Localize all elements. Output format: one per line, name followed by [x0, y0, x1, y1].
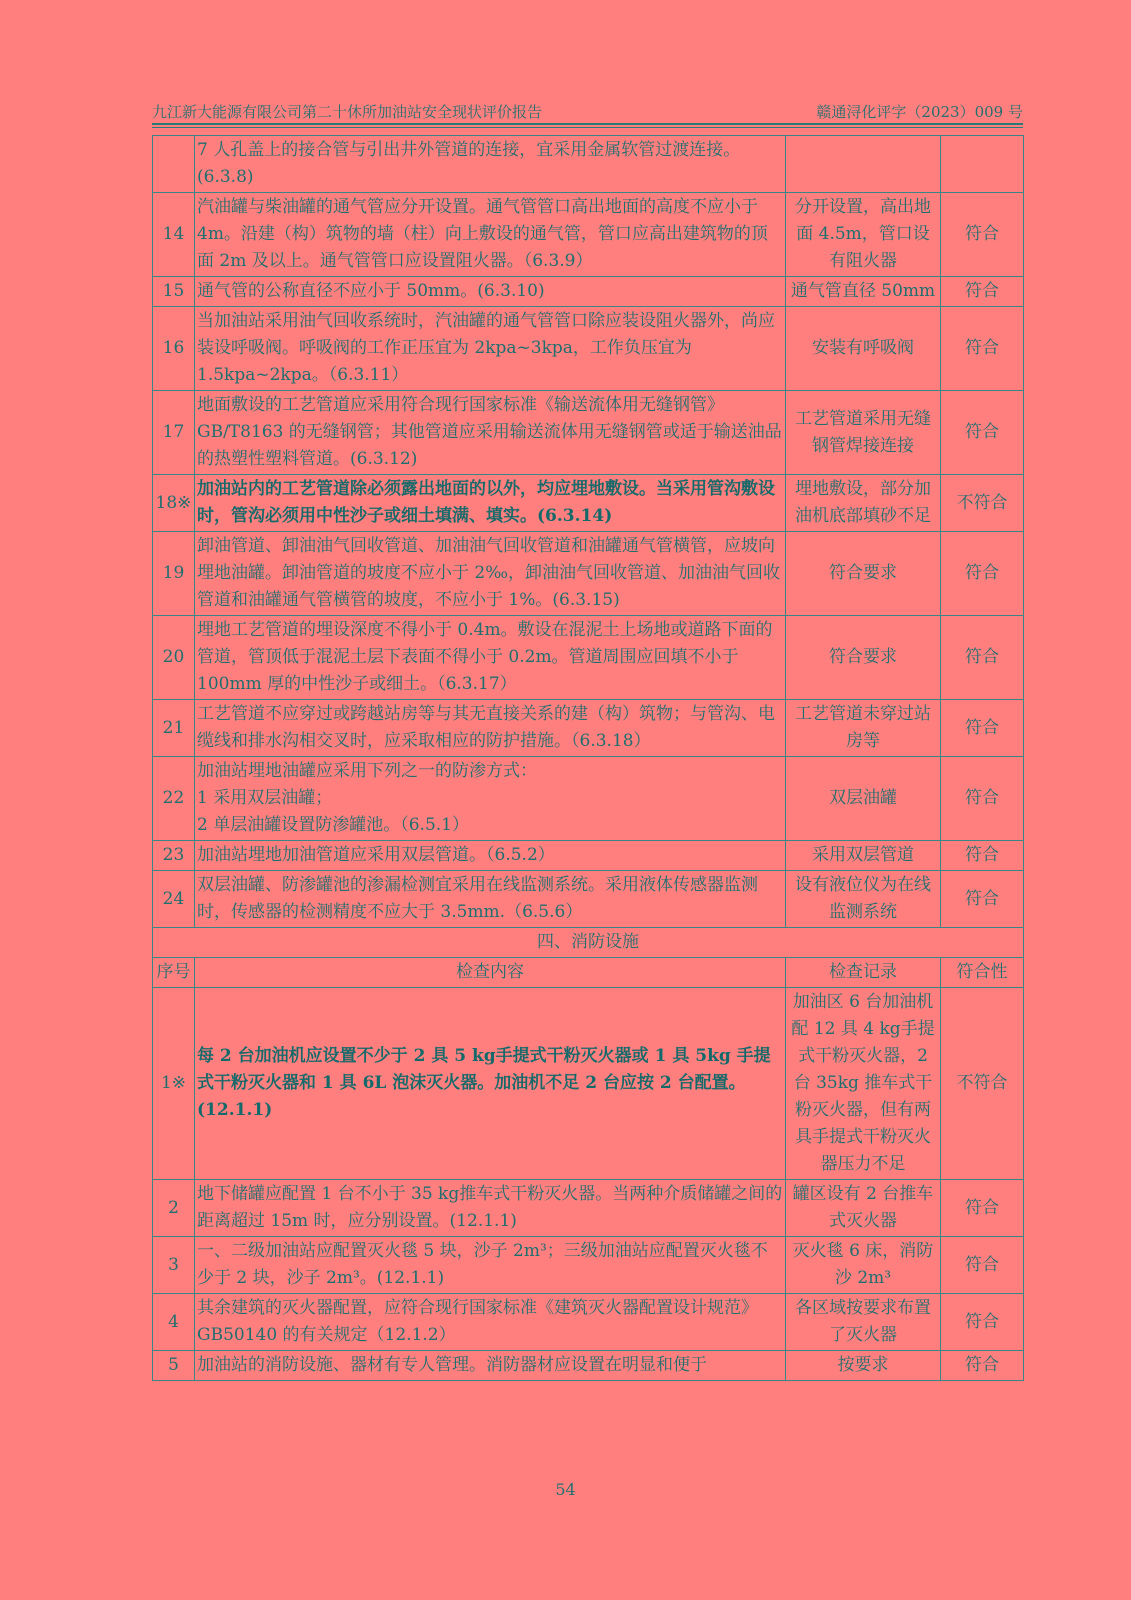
row-result: 符合: [941, 1294, 1024, 1351]
row-result: 符合: [941, 193, 1024, 277]
table-section-fire: [153, 928, 1024, 1381]
row-number: 3: [153, 1237, 195, 1294]
page-number: 54: [555, 1480, 576, 1499]
row-content: 加油站埋地油罐应采用下列之一的防渗方式： 1 采用双层油罐； 2 单层油罐设置防渗罐池。（6.5.1）: [195, 757, 786, 841]
row-number: 4: [153, 1294, 195, 1351]
table-row: [153, 700, 1024, 757]
row-record: 灭火毯 6 床，消防沙 2m³: [786, 1237, 941, 1294]
table-row: [153, 757, 1024, 841]
header-rule-thin: [152, 127, 1023, 128]
row-record: [786, 136, 941, 193]
row-record: 符合要求: [786, 532, 941, 616]
row-number: 2: [153, 1180, 195, 1237]
table-row: [153, 307, 1024, 391]
row-content: 埋地工艺管道的埋设深度不得小于 0.4m。敷设在混泥土上场地或道路下面的管道，管顶低于混泥土层下表面不得小于 0.2m。管道周围应回填不小于 100mm 厚的中性沙子或细土。（6.3.17）: [195, 616, 786, 700]
row-number: 24: [153, 871, 195, 928]
row-number: 14: [153, 193, 195, 277]
table-row: [153, 1180, 1024, 1237]
row-result: [941, 136, 1024, 193]
column-header-content: 检查内容: [195, 958, 786, 988]
table-row: [153, 1237, 1024, 1294]
row-result: 符合: [941, 307, 1024, 391]
row-number: 22: [153, 757, 195, 841]
table-header-row: [153, 958, 1024, 988]
row-record: 埋地敷设，部分加油机底部填砂不足: [786, 475, 941, 532]
row-content: 7 人孔盖上的接合管与引出井外管道的连接，宜采用金属软管过渡连接。(6.3.8): [195, 136, 786, 193]
row-record: 通气管直径 50mm: [786, 277, 941, 307]
row-number: 17: [153, 391, 195, 475]
row-content: 工艺管道不应穿过或跨越站房等与其无直接关系的建（构）筑物；与管沟、电缆线和排水沟相交叉时，应采取相应的防护措施。（6.3.18）: [195, 700, 786, 757]
row-result: 符合: [941, 1351, 1024, 1381]
row-result: 符合: [941, 700, 1024, 757]
row-record: 分开设置，高出地面 4.5m，管口设有阻火器: [786, 193, 941, 277]
row-record: 各区域按要求布置了灭火器: [786, 1294, 941, 1351]
column-header-no: 序号: [153, 958, 195, 988]
row-result: 符合: [941, 391, 1024, 475]
column-header-result: 符合性: [941, 958, 1024, 988]
row-number: 21: [153, 700, 195, 757]
column-header-record: 检查记录: [786, 958, 941, 988]
row-content: 汽油罐与柴油罐的通气管应分开设置。通气管管口高出地面的高度不应小于 4m。沿建（构）筑物的墙（柱）向上敷设的通气管，管口应高出建筑物的顶面 2m 及以上。通气管管口应设置阻火器。（6.3.9）: [195, 193, 786, 277]
row-result: 符合: [941, 532, 1024, 616]
row-number: 18※: [153, 475, 195, 532]
row-content: 加油站内的工艺管道除必须露出地面的以外，均应埋地敷设。当采用管沟敷设时，管沟必须用中性沙子或细土填满、填实。(6.3.14): [195, 475, 786, 532]
table-section-pipelines: [153, 136, 1024, 928]
table-row: [153, 475, 1024, 532]
row-record: 安装有呼吸阀: [786, 307, 941, 391]
row-record: 加油区 6 台加油机配 12 具 4 kg手提式干粉灭火器，2 台 35kg 推车式干粉灭火器，但有两具手提式干粉灭火器压力不足: [786, 988, 941, 1180]
table-row: [153, 871, 1024, 928]
table-row: [153, 136, 1024, 193]
table-row: [153, 988, 1024, 1180]
row-content: 卸油管道、卸油油气回收管道、加油油气回收管道和油罐通气管横管，应坡向埋地油罐。卸油管道的坡度不应小于 2‰，卸油油气回收管道、加油油气回收管道和油罐通气管横管的坡度，不应小于 1%。(6.3.15): [195, 532, 786, 616]
row-result: 符合: [941, 277, 1024, 307]
row-number: [153, 136, 195, 193]
row-content: 地下储罐应配置 1 台不小于 35 kg推车式干粉灭火器。当两种介质储罐之间的距离超过 15m 时，应分别设置。(12.1.1): [195, 1180, 786, 1237]
row-number: 20: [153, 616, 195, 700]
header-rule: [152, 123, 1023, 125]
row-result: 符合: [941, 616, 1024, 700]
table-row: [153, 1351, 1024, 1381]
row-number: 16: [153, 307, 195, 391]
row-number: 1※: [153, 988, 195, 1180]
row-content: 通气管的公称直径不应小于 50mm。(6.3.10): [195, 277, 786, 307]
row-content: 加油站埋地加油管道应采用双层管道。（6.5.2）: [195, 841, 786, 871]
row-result: 不符合: [941, 988, 1024, 1180]
row-result: 符合: [941, 757, 1024, 841]
row-content: 加油站的消防设施、器材有专人管理。消防器材应设置在明显和便于: [195, 1351, 786, 1381]
row-record: 罐区设有 2 台推车式灭火器: [786, 1180, 941, 1237]
row-content: 其余建筑的灭火器配置，应符合现行国家标准《建筑灭火器配置设计规范》GB50140 的有关规定（12.1.2）: [195, 1294, 786, 1351]
section-title-row: [153, 928, 1024, 958]
table-row: [153, 616, 1024, 700]
row-record: 工艺管道采用无缝钢管焊接连接: [786, 391, 941, 475]
inspection-table: [152, 135, 1024, 1381]
row-record: 工艺管道未穿过站房等: [786, 700, 941, 757]
table-row: [153, 1294, 1024, 1351]
row-record: 采用双层管道: [786, 841, 941, 871]
report-title: 九江新大能源有限公司第二十休所加油站安全现状评价报告: [152, 103, 543, 121]
row-record: 按要求: [786, 1351, 941, 1381]
row-result: 符合: [941, 1180, 1024, 1237]
row-record: 双层油罐: [786, 757, 941, 841]
row-number: 5: [153, 1351, 195, 1381]
table-row: [153, 391, 1024, 475]
row-number: 15: [153, 277, 195, 307]
table-row: [153, 841, 1024, 871]
page-header: [152, 100, 1023, 122]
row-result: 符合: [941, 1237, 1024, 1294]
row-content: 当加油站采用油气回收系统时，汽油罐的通气管管口除应装设阻火器外，尚应装设呼吸阀。呼吸阀的工作正压宜为 2kpa~3kpa，工作负压宜为 1.5kpa~2kpa。（6.3.11）: [195, 307, 786, 391]
row-record: 设有液位仪为在线监测系统: [786, 871, 941, 928]
row-number: 23: [153, 841, 195, 871]
row-result: 符合: [941, 841, 1024, 871]
row-content: 一、二级加油站应配置灭火毯 5 块，沙子 2m³；三级加油站应配置灭火毯不少于 2 块，沙子 2m³。(12.1.1): [195, 1237, 786, 1294]
row-content: 每 2 台加油机应设置不少于 2 具 5 kg手提式干粉灭火器或 1 具 5kg 手提式干粉灭火器和 1 具 6L 泡沫灭火器。加油机不足 2 台应按 2 台配置。(12.1.1): [195, 988, 786, 1180]
row-number: 19: [153, 532, 195, 616]
row-content: 地面敷设的工艺管道应采用符合现行国家标准《输送流体用无缝钢管》GB/T8163 的无缝钢管；其他管道应采用输送流体用无缝钢管或适于输送油品的热塑性塑料管道。(6.3.12): [195, 391, 786, 475]
row-result: 符合: [941, 871, 1024, 928]
table-row: [153, 277, 1024, 307]
row-content: 双层油罐、防渗罐池的渗漏检测宜采用在线监测系统。采用液体传感器监测时，传感器的检测精度不应大于 3.5mm.（6.5.6）: [195, 871, 786, 928]
section-title: 四、消防设施: [153, 928, 1024, 958]
table-row: [153, 193, 1024, 277]
report-number: 赣通浔化评字（2023）009 号: [816, 103, 1023, 121]
table-row: [153, 532, 1024, 616]
row-record: 符合要求: [786, 616, 941, 700]
row-result: 不符合: [941, 475, 1024, 532]
